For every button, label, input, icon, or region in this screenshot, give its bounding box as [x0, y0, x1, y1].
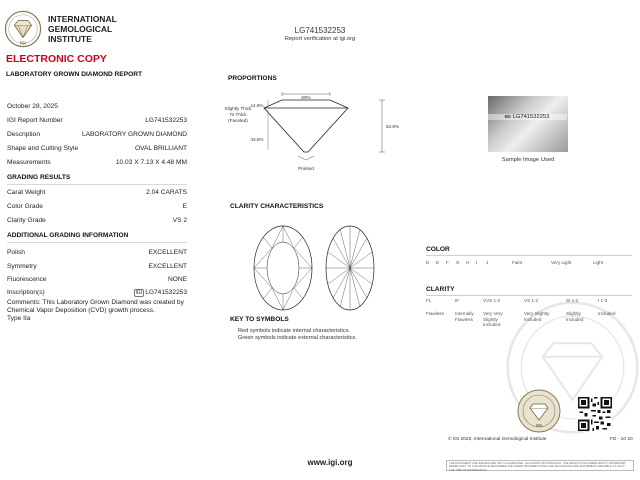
additional-row-inscription	[7, 289, 187, 298]
detail-value: LG741532253	[145, 117, 187, 124]
key-green-symbols: Green symbols indicate external characteristics.	[238, 335, 357, 341]
color-letter-d: D	[426, 260, 430, 265]
igi-seal-icon	[517, 389, 561, 433]
clarity-grade-if: IF	[455, 298, 460, 303]
color-letter-f: F	[446, 260, 449, 265]
color-group-very-light: Very Light	[551, 260, 572, 265]
additional-label: Symmetry	[7, 263, 37, 270]
igi-inscription-prefix: IGI	[135, 290, 143, 296]
grading-value: E	[182, 203, 187, 210]
institute-line-3: INSTITUTE	[48, 34, 92, 44]
color-letter-h: H	[466, 260, 470, 265]
clarity-desc-vs: Very Slightly Included	[524, 311, 550, 322]
detail-label: IGI Report Number	[7, 117, 63, 124]
detail-label: Description	[7, 131, 40, 138]
table-percent-label: 60%	[301, 95, 311, 100]
clarity-grade-i: I 1-3	[598, 298, 608, 303]
report-title: LABORATORY GROWN DIAMOND REPORT	[6, 71, 143, 78]
report-date-text: October 28, 2025	[7, 103, 58, 110]
color-letter-e: E	[436, 260, 440, 265]
grading-label: Color Grade	[7, 203, 43, 210]
electronic-copy-label: ELECTRONIC COPY	[6, 53, 107, 65]
detail-row-description	[7, 131, 187, 140]
institute-line-2: GEMOLOGICAL	[48, 24, 113, 34]
report-verification-note: Report verification at igi.org	[284, 36, 356, 42]
copyright-text: © IGI 2020, International Gemological Institute	[448, 437, 547, 442]
additional-label: Fluorescence	[7, 276, 47, 283]
additional-label: Inscription(s)	[7, 289, 45, 296]
color-letter-g: G	[456, 260, 460, 265]
clarity-desc-vvs: Very Very Slightly Included	[483, 311, 503, 328]
detail-label: Measurements	[7, 159, 51, 166]
clarity-plot-pavilion	[324, 224, 376, 312]
girdle-label-2: To Thick	[229, 112, 247, 117]
color-group-light: Light	[593, 260, 603, 265]
proportions-diagram	[220, 88, 400, 176]
additional-value: EXCELLENT	[148, 249, 187, 256]
key-red-symbols: Red symbols indicate internal characteristics.	[238, 328, 350, 334]
pavilion-percent-label: 43.5%	[250, 137, 264, 142]
institute-line-1: INTERNATIONAL	[48, 14, 117, 24]
divider	[7, 242, 187, 243]
proportions-title: PROPORTIONS	[228, 75, 277, 82]
color-scale-rule	[426, 255, 632, 256]
clarity-plot-crown	[252, 224, 314, 312]
header-report-number: LG741532253	[294, 26, 346, 35]
clarity-desc-si: Slightly Included	[566, 311, 584, 322]
clarity-grade-vvs: VVS 1-2	[483, 298, 501, 303]
clarity-desc-internally-flawless: Internally Flawless	[455, 311, 474, 322]
grading-value: 2.04 CARATS	[146, 189, 187, 196]
grading-row-color	[7, 203, 187, 212]
svg-text:IGI: IGI	[536, 423, 542, 428]
disclaimer-box: THE DOCUMENT AND IMAGES ARE NOT A GUARANTEE, VALUATION OR APPRAISAL. THE RESULTS DOCUMENTED IN THIS REPORT REFER ONLY TO THE ARTICLE DESCRIBED AND WERE OBTAINED USING THE TECHNIQUES AND EQUIPMENT AVAILABLE TO IGI AT THE TIME OF EXAMINATION.	[446, 460, 634, 471]
detail-value: OVAL BRILLIANT	[134, 145, 187, 152]
grading-row-clarity	[7, 217, 187, 226]
detail-row-measurements	[7, 159, 187, 168]
institute-name	[48, 14, 138, 44]
diamond-type: Type IIa	[7, 315, 31, 322]
detail-row-shape	[7, 145, 187, 154]
clarity-scale-rule	[426, 295, 632, 296]
girdle-label-3: (Faceted)	[228, 118, 248, 123]
igi-logo-icon	[4, 10, 42, 48]
divider	[7, 184, 187, 185]
clarity-desc-flawless: Flawless	[426, 311, 444, 316]
key-to-symbols-title: KEY TO SYMBOLS	[230, 316, 289, 323]
detail-label: Shape and Cutting Style	[7, 145, 79, 152]
additional-value: NONE	[167, 276, 187, 283]
depth-percent-label: 62.8%	[386, 124, 400, 129]
clarity-scale-title: CLARITY	[426, 286, 455, 293]
crown-percent-label: 14.5%	[250, 103, 264, 108]
sample-image	[488, 96, 568, 152]
color-group-faint: Faint	[512, 260, 523, 265]
girdle-label-1: Slightly Thick	[224, 106, 252, 111]
form-number: FD - 10 20	[610, 437, 633, 442]
grading-label: Clarity Grade	[7, 217, 46, 224]
detail-value: 10.03 X 7.13 X 4.48 MM	[115, 159, 187, 166]
clarity-desc-included: Included	[598, 311, 616, 316]
sample-inscription-text: LG741532253	[512, 114, 550, 120]
grading-row-carat	[7, 189, 187, 198]
additional-value: EXCELLENT	[148, 263, 187, 270]
color-letter-j: J	[486, 260, 489, 265]
additional-row-polish	[7, 249, 187, 258]
website-link[interactable]: www.igi.org	[307, 458, 353, 467]
color-scale-title: COLOR	[426, 246, 450, 253]
grading-value: VS 2	[172, 217, 187, 224]
additional-label: Polish	[7, 249, 25, 256]
clarity-grade-fl: FL	[426, 298, 432, 303]
qr-code-icon[interactable]	[578, 397, 612, 431]
comments-text: Comments: This Laboratory Grown Diamond was created by Chemical Vapor Deposition (CVD) growth process.	[7, 299, 184, 314]
detail-value: LABORATORY GROWN DIAMOND	[81, 131, 187, 138]
clarity-grade-si: SI 1-2	[566, 298, 579, 303]
clarity-characteristics-title: CLARITY CHARACTERISTICS	[230, 203, 324, 210]
additional-row-symmetry	[7, 263, 187, 272]
grading-label: Carat Weight	[7, 189, 46, 196]
culet-pointer-icon	[298, 156, 314, 160]
sample-image-inscription	[487, 114, 567, 120]
inscription-value	[134, 289, 187, 296]
grading-results-title: GRADING RESULTS	[7, 174, 71, 181]
sample-image-caption: Sample Image Used	[501, 157, 555, 163]
clarity-grade-vs: VS 1-2	[524, 298, 539, 303]
culet-label: Pointed	[298, 166, 314, 171]
additional-info-title: ADDITIONAL GRADING INFORMATION	[7, 232, 129, 239]
igi-inscription-mark: IGI	[504, 114, 511, 119]
inscription-text: LG741532253	[145, 289, 187, 296]
comments-block	[7, 299, 189, 323]
color-letter-i: I	[476, 260, 478, 265]
additional-row-fluorescence	[7, 276, 187, 285]
report-date	[7, 103, 187, 112]
detail-row-report-number	[7, 117, 187, 126]
svg-text:IGI: IGI	[20, 40, 26, 46]
